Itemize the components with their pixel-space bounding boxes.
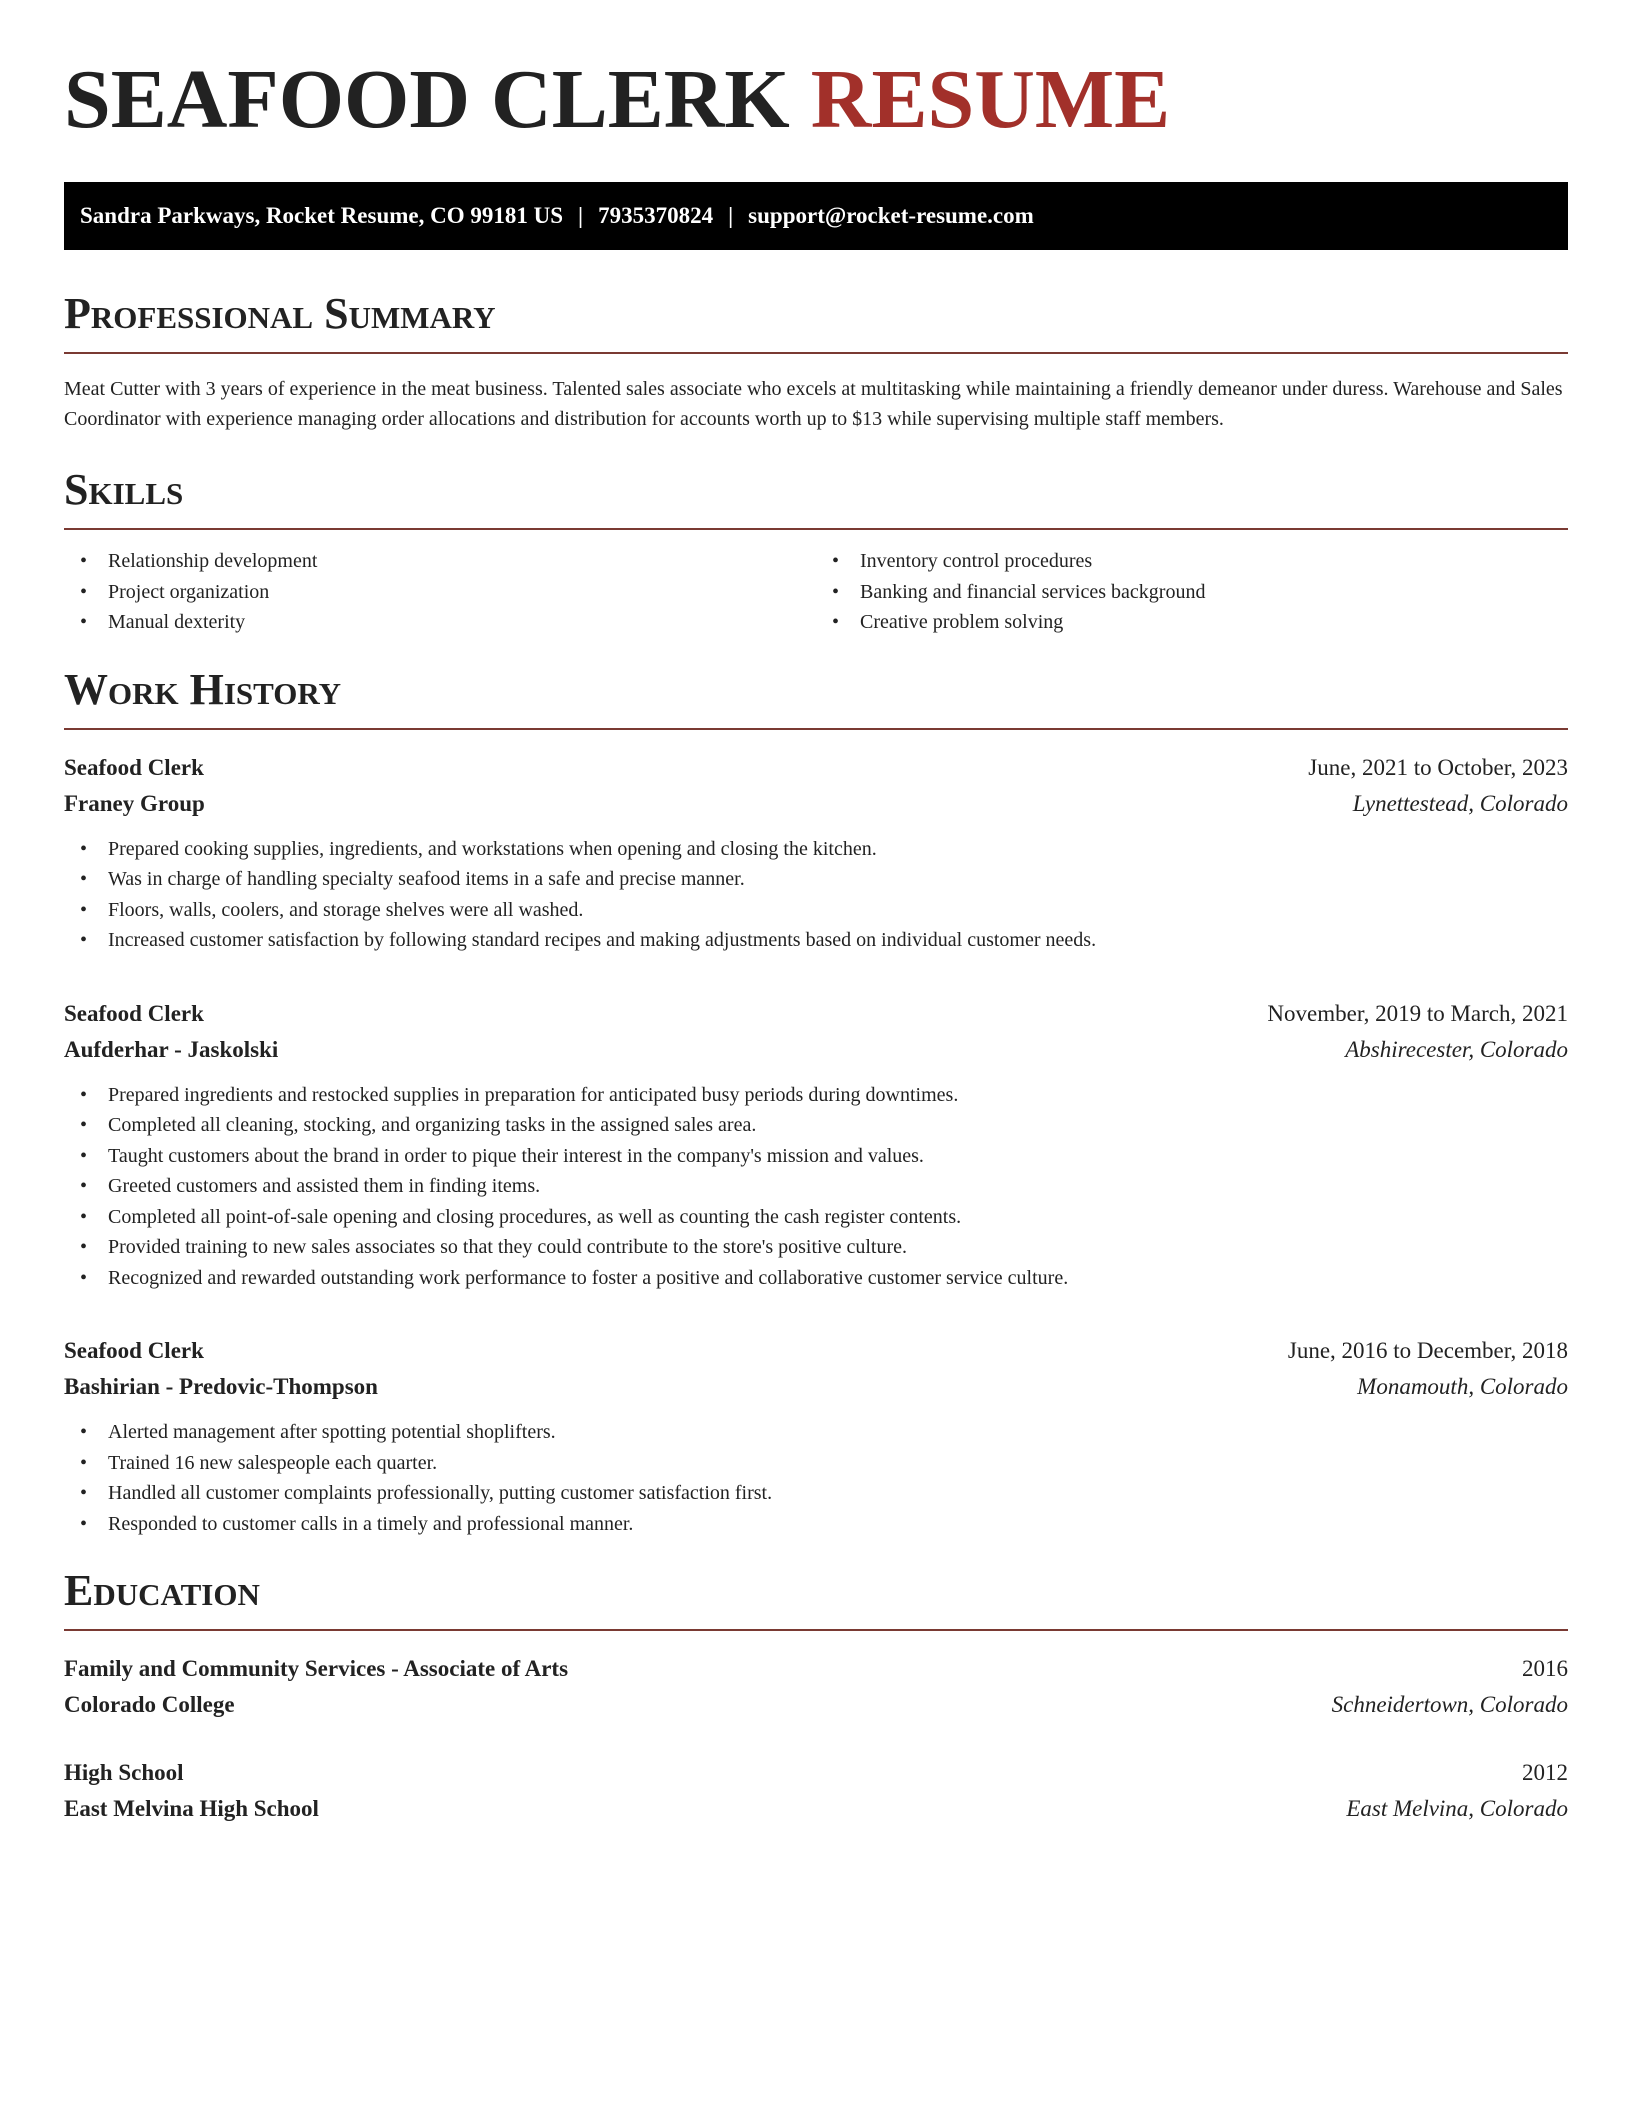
- education-entry: [64, 1755, 1568, 1827]
- contact-phone[interactable]: 7935370824: [598, 203, 714, 228]
- job-duty-item: • Floors, walls, coolers, and storage shelves were all washed.: [64, 895, 1568, 926]
- job-header-row: [64, 1333, 1568, 1369]
- contact-email[interactable]: support@rocket-resume.com: [748, 203, 1034, 228]
- education-year: 2016: [1522, 1656, 1568, 1681]
- summary-text: Meat Cutter with 3 years of experience in the meat business. Talented sales associate who excels at multitasking while maintaining a friendly demeanor under duress. Warehouse and Sales Coordinator with experience managing order allocations and distribution for accounts worth up to $13 while supervising multiple staff members.: [64, 378, 1563, 430]
- title-accent: RESUME: [810, 53, 1171, 146]
- section-heading-education: Education: [64, 1569, 1568, 1631]
- skill-item: • Relationship development: [64, 546, 816, 577]
- job-dates: November, 2019 to March, 2021: [1267, 1000, 1568, 1026]
- job-duty-item: • Trained 16 new salespeople each quarter.: [64, 1448, 1568, 1479]
- job-duty-item: • Handled all customer complaints professionally, putting customer satisfaction first.: [64, 1478, 1568, 1509]
- job-duty-item: • Provided training to new sales associates so that they could contribute to the store's positive culture.: [64, 1232, 1568, 1263]
- contact-address: Sandra Parkways, Rocket Resume, CO 99181 US: [80, 203, 563, 228]
- job-duties: [64, 834, 1568, 956]
- job-header-row: [64, 750, 1568, 786]
- job-duty-item: • Greeted customers and assisted them in finding items.: [64, 1171, 1568, 1202]
- resume-title: [64, 53, 1568, 146]
- skill-item: • Creative problem solving: [816, 607, 1568, 638]
- education-location: East Melvina, Colorado: [1346, 1796, 1568, 1821]
- job-company: Aufderhar - Jaskolski: [64, 1036, 279, 1062]
- education-location: Schneidertown, Colorado: [1331, 1692, 1568, 1717]
- skills-section: [64, 465, 1568, 638]
- job-dates: June, 2021 to October, 2023: [1308, 754, 1568, 780]
- job-company: Bashirian - Predovic-Thompson: [64, 1374, 378, 1399]
- contact-separator: |: [578, 203, 584, 228]
- job-duty-item: • Prepared cooking supplies, ingredients, and workstations when opening and closing the kitchen.: [64, 834, 1568, 865]
- job-duty-item: • Increased customer satisfaction by following standard recipes and making adjustments based on individual customer needs.: [64, 925, 1568, 956]
- education-entry: [64, 1651, 1568, 1723]
- professional-summary-section: [64, 289, 1568, 434]
- education-year: 2012: [1522, 1760, 1568, 1785]
- job-duty-item: • Recognized and rewarded outstanding work performance to foster a positive and collaborative customer service culture.: [64, 1263, 1568, 1294]
- job-company: Franey Group: [64, 790, 205, 816]
- contact-separator: |: [728, 203, 734, 228]
- education-section: [64, 1566, 1568, 1827]
- education-school-row: [64, 1791, 1568, 1827]
- job-company-row: [64, 786, 1568, 822]
- job-location: Lynettestead, Colorado: [1352, 790, 1568, 816]
- section-heading-work: Work History: [64, 668, 1568, 730]
- skill-item: • Banking and financial services background: [816, 577, 1568, 608]
- education-school: East Melvina High School: [64, 1796, 319, 1821]
- section-heading-skills: Skills: [64, 468, 1568, 530]
- education-school: Colorado College: [64, 1692, 235, 1717]
- education-school-row: [64, 1687, 1568, 1723]
- job-title: Seafood Clerk: [64, 1338, 204, 1363]
- job-duty-item: • Responded to customer calls in a timely and professional manner.: [64, 1509, 1568, 1540]
- education-degree-row: [64, 1755, 1568, 1791]
- job-duties: [64, 1080, 1568, 1294]
- skill-item: • Project organization: [64, 577, 816, 608]
- job-title: Seafood Clerk: [64, 754, 204, 780]
- education-degree: High School: [64, 1760, 184, 1785]
- education-degree: Family and Community Services - Associate of Arts: [64, 1656, 569, 1681]
- skills-column-left: [64, 546, 816, 638]
- job-duty-item: • Taught customers about the brand in order to pique their interest in the company's mission and values.: [64, 1141, 1568, 1172]
- job-entry: [64, 996, 1568, 1294]
- job-dates: June, 2016 to December, 2018: [1287, 1338, 1568, 1363]
- job-location: Abshirecester, Colorado: [1345, 1036, 1568, 1062]
- job-location: Monamouth, Colorado: [1357, 1374, 1568, 1399]
- job-duty-item: • Alerted management after spotting potential shoplifters.: [64, 1417, 1568, 1448]
- title-main: SEAFOOD CLERK: [64, 53, 790, 146]
- skills-grid: [64, 546, 1568, 638]
- job-duty-item: • Was in charge of handling specialty seafood items in a safe and precise manner.: [64, 864, 1568, 895]
- work-history-section: [64, 664, 1568, 1540]
- section-heading-summary: Professional Summary: [64, 292, 1568, 354]
- job-company-row: [64, 1032, 1568, 1068]
- job-entry: [64, 1333, 1568, 1539]
- education-degree-row: [64, 1651, 1568, 1687]
- job-header-row: [64, 996, 1568, 1032]
- contact-bar: [64, 182, 1568, 250]
- skills-column-right: [816, 546, 1568, 638]
- job-duties: [64, 1417, 1568, 1539]
- skill-item: • Inventory control procedures: [816, 546, 1568, 577]
- job-duty-item: • Completed all cleaning, stocking, and organizing tasks in the assigned sales area.: [64, 1110, 1568, 1141]
- job-duty-item: • Completed all point-of-sale opening and closing procedures, as well as counting the cash register contents.: [64, 1202, 1568, 1233]
- job-entry: [64, 750, 1568, 956]
- job-company-row: [64, 1369, 1568, 1405]
- job-title: Seafood Clerk: [64, 1000, 204, 1026]
- skill-item: • Manual dexterity: [64, 607, 816, 638]
- job-duty-item: • Prepared ingredients and restocked supplies in preparation for anticipated busy periods during downtimes.: [64, 1080, 1568, 1111]
